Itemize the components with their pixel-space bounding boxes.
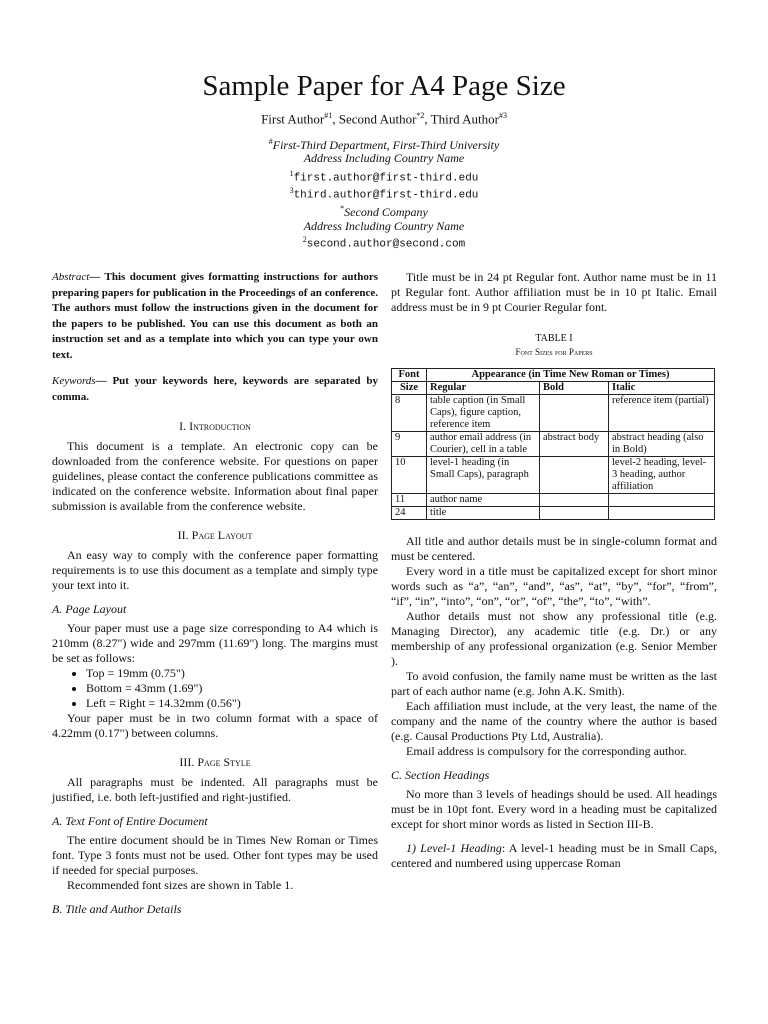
table-row <box>392 395 715 432</box>
subsection-2a-paragraph: Your paper must use a page size corresponding to A4 which is 210mm (8.27") wide and 297mm (11.69") long. The margins must be set as follows: <box>52 621 378 665</box>
author-1-sup: #1 <box>324 111 333 120</box>
section-2-number: II. <box>177 528 192 542</box>
table-row <box>392 494 715 507</box>
subsection-3a-paragraph: The entire document should be in Times New Roman or Times font. Type 3 fonts must not be used. Other font types may be used if needed for special purposes. <box>52 833 378 877</box>
section-2-paragraph: An easy way to comply with the conference paper formatting requirements is to use this document as a template and simply type your text into it. <box>52 548 378 592</box>
subsection-3b-heading: B. Title and Author Details <box>52 902 182 916</box>
header-regular: Regular <box>427 382 540 395</box>
cell-bold <box>540 457 609 494</box>
email-1-text: first.author@first-third.edu <box>293 172 479 185</box>
paragraph-single-column: All title and author details must be in single-column format and must be centered. <box>391 534 717 563</box>
margin-list <box>52 666 378 711</box>
font-size-table <box>391 368 715 520</box>
cell-italic <box>609 507 715 520</box>
cell-italic: reference item (partial) <box>609 395 715 432</box>
subsection-c-heading: C. Section Headings <box>391 768 490 782</box>
subsection-2a-heading: A. Page Layout <box>52 602 127 616</box>
section-1-heading <box>52 419 378 434</box>
affiliation-2-name: Second Company <box>344 205 428 219</box>
affiliation-1-name: First-Third Department, First-Third University <box>272 138 500 152</box>
paragraph-author-details: Author details must not show any professional title (e.g. Managing Director), any academic title (e.g. Dr.) or any membership of any professional organization (e.g. Senior Member ). <box>391 609 717 668</box>
email-1 <box>0 169 768 185</box>
abstract <box>52 270 378 363</box>
author-line <box>0 111 768 127</box>
keywords-text: Put your keywords here, keywords are separated by comma. <box>52 375 379 403</box>
subsection-c-paragraph: No more than 3 levels of headings should be used. All headings must be in 10pt font. Every word in a heading must be capitalized except for short minor words as listed in Section III-B. <box>391 787 717 831</box>
author-3: , Third Author <box>424 111 499 127</box>
keywords-label: Keywords <box>52 375 96 387</box>
email-2-text: second.author@second.com <box>306 238 466 251</box>
subsection-3a-paragraph-2: Recommended font sizes are shown in Table 1. <box>67 878 294 892</box>
section-3-title: Page Style <box>197 755 251 769</box>
section-3-paragraph: All paragraphs must be indented. All paragraphs must be justified, i.e. both left-justified and right-justified. <box>52 775 378 804</box>
cell-size: 24 <box>392 507 427 520</box>
list-item: • Left = Right = 14.32mm (0.56") <box>86 696 378 711</box>
table-caption: Font Sizes for Papers <box>515 347 593 357</box>
affiliation-1-sup: # <box>268 137 273 146</box>
affiliation-2-sup: * <box>340 204 345 213</box>
list-item: • Top = 19mm (0.75") <box>86 666 378 681</box>
section-1-title: Introduction <box>189 419 251 433</box>
abstract-dash: — <box>89 271 105 283</box>
level-1-heading-text: : A level-1 heading must be in Small Caps, centered and numbered using uppercase Roman <box>391 841 718 870</box>
paragraph-affiliation: Each affiliation must include, at the very least, the name of the company and the name of the country where the author is based (e.g. Causal Productions Pty Ltd, Australia). <box>391 699 717 743</box>
section-3-heading <box>52 755 378 770</box>
cell-bold <box>540 507 609 520</box>
right-column <box>391 270 717 871</box>
header-appearance: Appearance (in Time New Roman or Times) <box>427 369 715 382</box>
email-3 <box>0 186 768 202</box>
cell-regular: author name <box>427 494 540 507</box>
author-2: , Second Author <box>332 111 417 127</box>
subsection-2a-paragraph-2: Your paper must be in two column format with a space of 4.22mm (0.17") between columns. <box>52 711 378 740</box>
level-1-heading-label: 1) Level-1 Heading <box>406 841 502 855</box>
table-header-row <box>392 369 715 382</box>
affiliation-1-address: Address Including Country Name <box>303 151 465 165</box>
email-2-sup: 2 <box>302 235 307 244</box>
section-1-paragraph: This document is a template. An electronic copy can be downloaded from the conference website. For questions on paper guidelines, please contact the conference publications committee as indicated on the conference website. Information about final paper submission is available from the conference website. <box>52 439 378 513</box>
paragraph-email: Email address is compulsory for the corresponding author. <box>406 744 687 758</box>
cell-bold: abstract body <box>540 432 609 457</box>
paper-title: Sample Paper for A4 Page Size <box>202 70 566 102</box>
cell-regular: level-1 heading (in Small Caps), paragraph <box>427 457 540 494</box>
email-1-sup: 1 <box>289 169 294 178</box>
table-label: TABLE I <box>535 333 573 344</box>
table-row <box>392 432 715 457</box>
cell-italic: level-2 heading, level-3 heading, author affiliation <box>609 457 715 494</box>
affiliation-2-line1 <box>0 204 768 220</box>
list-item: • Bottom = 43mm (1.69") <box>86 681 378 696</box>
cell-size: 11 <box>392 494 427 507</box>
section-2-heading <box>52 528 378 543</box>
abstract-label: Abstract <box>52 271 90 283</box>
table-row <box>392 507 715 520</box>
header-font: Font <box>392 369 427 382</box>
title-font-paragraph: Title must be in 24 pt Regular font. Author name must be in 11 pt Regular font. Author affiliation must be in 10 pt Italic. Email address must be in 9 pt Courier Regular font. <box>391 270 717 314</box>
section-1-number: I. <box>179 419 190 433</box>
paragraph-capitalization: Every word in a title must be capitalized except for short minor words such as “a”, “an”, “and”, “as”, “at”, “by”, “for”, “from”, “if”, “in”, “into”, “on”, “or”, “of”, “the”, “to”, “with”. <box>391 564 717 608</box>
paragraph-family-name: To avoid confusion, the family name must be written as the last part of each author name (e.g. John A.K. Smith). <box>391 669 717 698</box>
cell-bold <box>540 395 609 432</box>
abstract-text: This document gives formatting instructions for authors preparing papers for publication in the Proceedings of an conference. The authors must follow the instructions given in the document for the papers to be published. You can use this document as both an instruction set and as a template into which you can type your own text. <box>52 271 378 361</box>
cell-regular: table caption (in Small Caps), figure caption, reference item <box>427 395 540 432</box>
header-italic: Italic <box>609 382 715 395</box>
cell-size: 10 <box>392 457 427 494</box>
section-3-number: III. <box>179 755 198 769</box>
left-column <box>52 270 378 921</box>
author-2-sup: *2 <box>416 111 425 120</box>
cell-size: 9 <box>392 432 427 457</box>
keywords <box>52 374 378 405</box>
cell-size: 8 <box>392 395 427 432</box>
cell-bold <box>540 494 609 507</box>
author-3-sup: #3 <box>498 111 507 120</box>
table-subheader-row <box>392 382 715 395</box>
subsection-3a-heading: A. Text Font of Entire Document <box>52 814 208 828</box>
section-2-title: Page Layout <box>191 528 253 542</box>
author-1: First Author <box>261 111 325 127</box>
cell-italic <box>609 494 715 507</box>
cell-italic: abstract heading (also in Bold) <box>609 432 715 457</box>
email-3-sup: 3 <box>289 186 294 195</box>
email-3-text: third.author@first-third.edu <box>293 189 479 202</box>
header-size: Size <box>392 382 427 395</box>
table-row <box>392 457 715 494</box>
affiliation-2-address: Address Including Country Name <box>303 219 465 233</box>
keywords-dash: — <box>95 375 113 387</box>
cell-regular: author email address (in Courier), cell in a table <box>427 432 540 457</box>
email-2 <box>0 235 768 251</box>
level-1-heading-paragraph <box>391 841 717 871</box>
header-bold: Bold <box>540 382 609 395</box>
cell-regular: title <box>427 507 540 520</box>
